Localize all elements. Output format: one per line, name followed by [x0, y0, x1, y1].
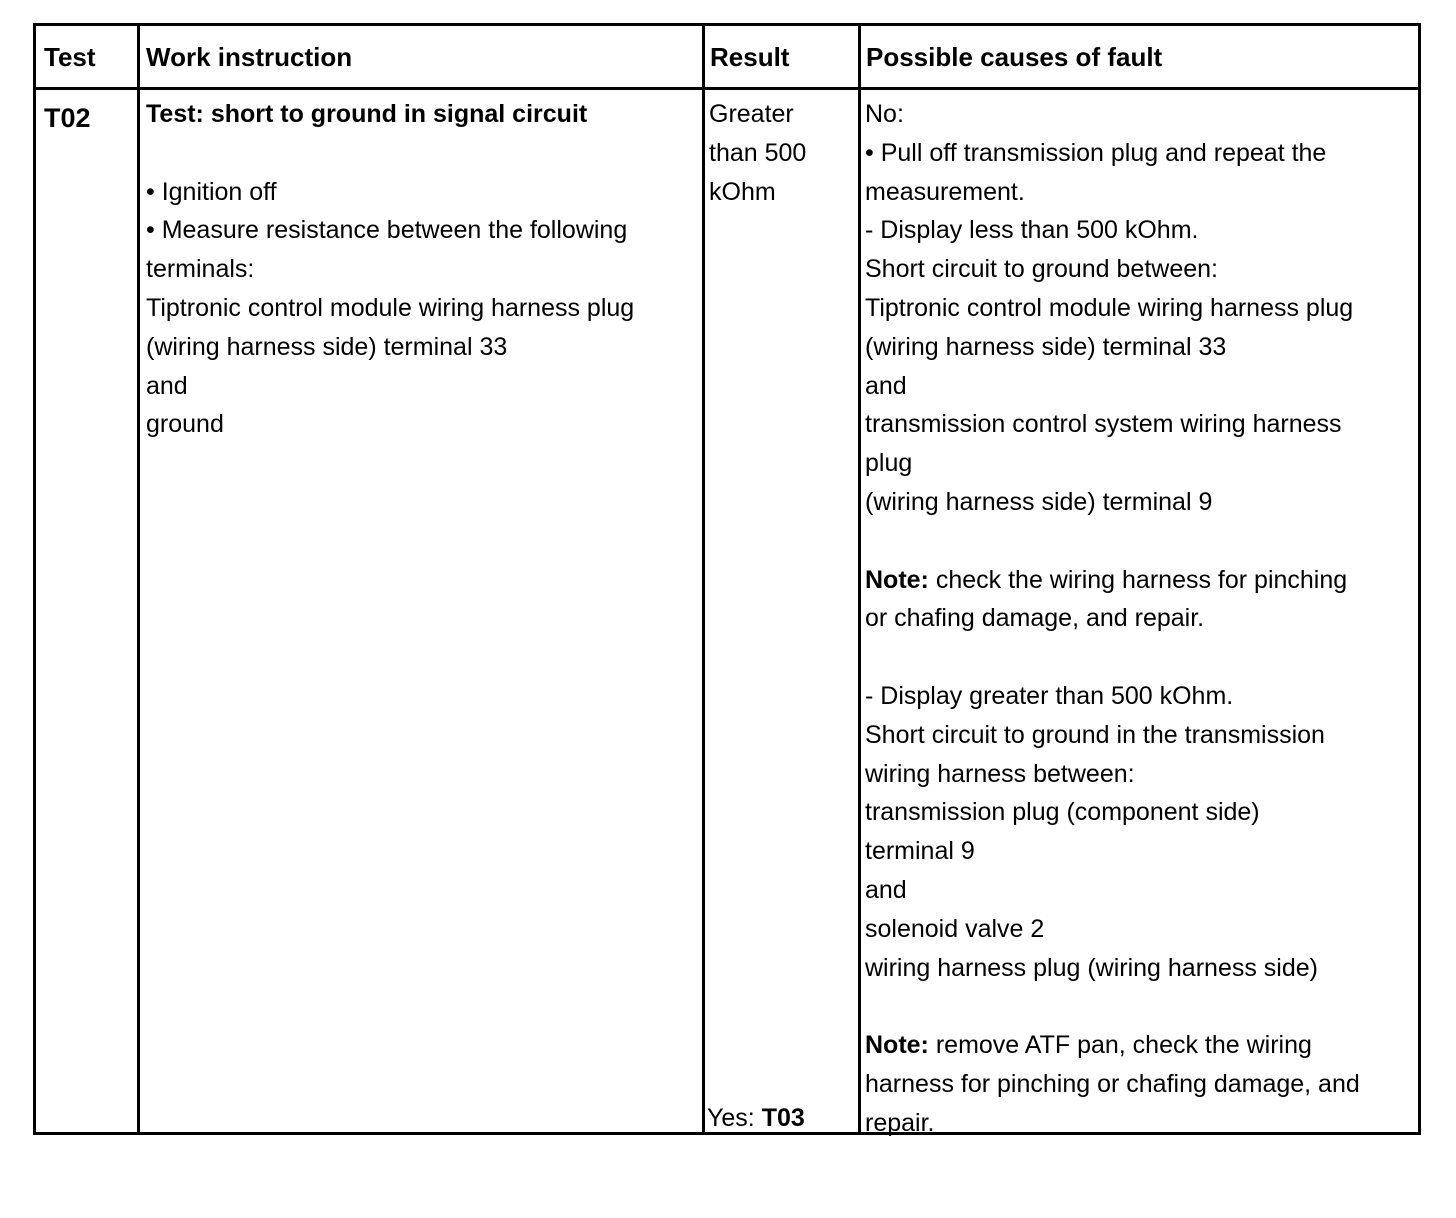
fault-diagnosis-table [33, 23, 1421, 1135]
cause-line: (wiring harness side) terminal 33 [865, 332, 1227, 361]
work-line: (wiring harness side) terminal 33 [146, 332, 508, 361]
work-line: and [146, 371, 188, 400]
result-line: kOhm [709, 177, 776, 206]
test-id: T02 [44, 103, 91, 133]
possible-causes-cell [865, 95, 1360, 1143]
yes-target-link[interactable]: T03 [761, 1104, 805, 1132]
cause-line: and [865, 371, 907, 400]
work-line: terminals: [146, 255, 255, 284]
header-possible-causes: Possible causes of fault [866, 42, 1163, 72]
column-divider-1 [137, 26, 140, 1132]
column-divider-2 [702, 26, 705, 1132]
cause-line: transmission plug (component side) [865, 798, 1260, 827]
cause-line: terminal 9 [865, 837, 975, 866]
cause-line: (wiring harness side) terminal 9 [865, 487, 1213, 516]
header-result: Result [710, 42, 790, 72]
cause-line: measurement. [865, 177, 1025, 206]
work-line: ground [146, 410, 224, 439]
result-line: Greater [709, 100, 794, 128]
note-text: check the wiring harness for pinching [928, 565, 1348, 594]
cause-line: and [865, 875, 907, 904]
work-instruction-cell [146, 95, 634, 444]
note-line [865, 1026, 1360, 1065]
cause-line: wiring harness plug (wiring harness side) [865, 953, 1318, 982]
cause-line: Tiptronic control module wiring harness plug [865, 293, 1354, 322]
cause-line: No: [865, 100, 904, 128]
work-title: Test: short to ground in signal circuit [146, 100, 588, 128]
note-line [865, 561, 1360, 600]
cause-line: • Pull off transmission plug and repeat the [865, 138, 1327, 167]
spacer [146, 134, 634, 173]
note-line: repair. [865, 1108, 935, 1137]
header-test: Test [44, 42, 96, 72]
note-line: harness for pinching or chafing damage, and [865, 1069, 1360, 1098]
cause-line: Short circuit to ground in the transmission [865, 720, 1325, 749]
cause-line: - Display greater than 500 kOhm. [865, 681, 1234, 710]
result-line: than 500 [709, 138, 807, 167]
result-yes [707, 1099, 805, 1138]
spacer [865, 638, 1360, 677]
result-cell [709, 95, 806, 211]
spacer [865, 522, 1360, 561]
note-label: Note: [865, 565, 929, 594]
header-divider [36, 87, 1418, 90]
column-divider-3 [858, 26, 861, 1132]
header-work-instruction: Work instruction [146, 42, 353, 72]
work-line: • Measure resistance between the following [146, 216, 628, 245]
note-line: or chafing damage, and repair. [865, 604, 1205, 633]
cause-line: - Display less than 500 kOhm. [865, 216, 1199, 245]
cause-line: transmission control system wiring harness [865, 410, 1342, 439]
work-line: • Ignition off [146, 177, 277, 206]
spacer [865, 987, 1360, 1026]
note-label: Note: [865, 1031, 929, 1060]
cause-line: solenoid valve 2 [865, 914, 1045, 943]
note-text: remove ATF pan, check the wiring [928, 1031, 1312, 1060]
work-line: Tiptronic control module wiring harness plug [146, 293, 635, 322]
cause-line: wiring harness between: [865, 759, 1135, 788]
yes-label: Yes: [707, 1104, 755, 1132]
cause-line: Short circuit to ground between: [865, 255, 1218, 284]
cause-line: plug [865, 449, 913, 478]
